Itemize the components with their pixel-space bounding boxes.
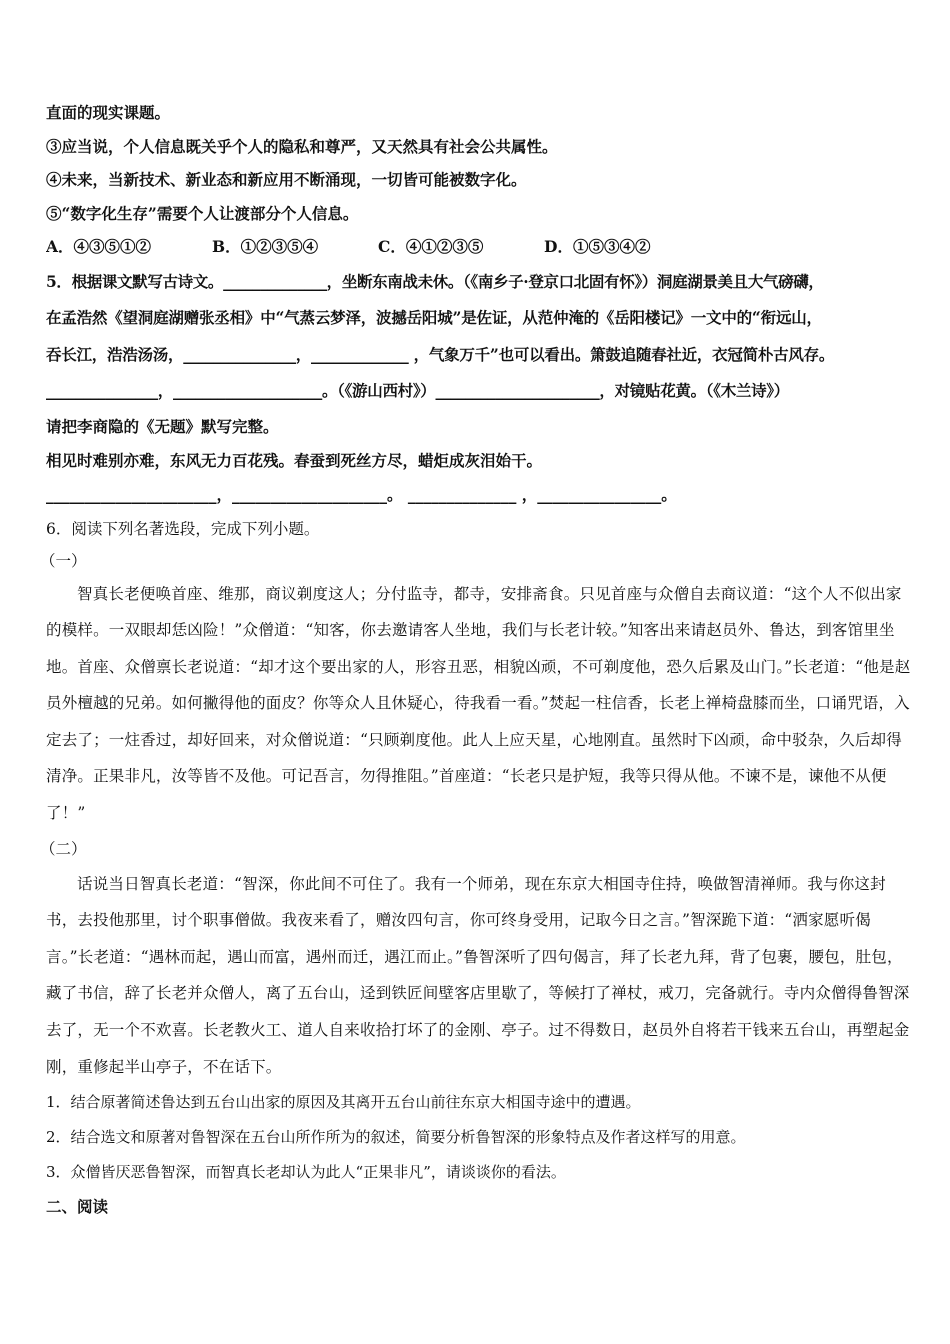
q5-line: 5．根据课文默写古诗文。______________，坐断东南战未休。（《南乡子·登京口北固有怀》）洞庭湖景美且大气磅礴， — [46, 271, 824, 291]
intro-line: ④未来，当新技术、新业态和新应用不断涌现，一切皆可能被数字化。 — [46, 170, 527, 189]
intro-line: ③应当说，个人信息既关乎个人的隐私和尊严，又天然具有社会公共属性。 — [46, 136, 558, 156]
intro-line: ⑤“数字化生存”需要个人让渡部分个人信息。 — [46, 203, 359, 223]
intro-line: 直面的现实课题。 — [46, 103, 171, 122]
section-heading: 二、阅读 — [46, 1197, 109, 1217]
option-d: D．①⑤③④② — [544, 237, 651, 256]
option-b: B．①②③⑤④ — [212, 237, 319, 256]
q5-line: 请把李商隐的《无题》默写完整。 — [46, 416, 279, 436]
document-page — [40, 96, 916, 1224]
question-5 — [46, 264, 916, 512]
q5-line: 相见时难别亦难，东风无力百花残。春蚕到死丝方尽，蜡炬成灰泪始干。 — [46, 450, 543, 470]
q5-line: 在孟浩然《望洞庭湖赠张丞相》中“气蒸云梦泽，波撼岳阳城”是佐证，从范仲淹的《岳阳楼记》一文中的“衔远山， — [46, 308, 822, 327]
q5-line: _______________，____________________。（《游山西村》）______________________，对镜贴花黄。（《木兰诗》） — [46, 381, 789, 400]
q6-part1-text: 智真长老便唤首座、维那，商议剃度这人；分付监寺，都寺，安排斋食。只见首座与众僧自去商议道：“这个人不似出家的模样。一双眼却恁凶险！”众僧道：“知客，你去邀请客人坐地，我们与长老计较。”知客出来请赵员外、鲁达，到客馆里坐地。首座、众僧禀长老说道：“却才这个要出家的人，形容丑恶，相貌凶顽，不可剃度他，恐久后累及山门。”长老道：“他是赵员外檀越的兄弟。如何撇得他的面皮？你等众人且休疑心，待我看一看。”焚起一柱信香，长老上禅椅盘膝而坐，口诵咒语，入定去了；一炷香过，却好回来，对众僧说道：“只顾剃度他。此人上应天星，心地刚直。虽然时下凶顽，命中驳杂，久后却得清净。正果非凡，汝等皆不及他。可记吾言，勿得推阻。”首座道：“长老只是护短，我等只得从他。不谏不是，谏他不从便了！” — [46, 584, 911, 823]
q5-line: ______________________，____________________。 ______________ ，________________。 — [46, 484, 677, 504]
q6-subquestion: 2．结合选文和原著对鲁智深在五台山所作所为的叙述，简要分析鲁智深的形象特点及作者这样写的用意。 — [46, 1128, 746, 1147]
q6-title: 6．阅读下列名著选段，完成下列小题。 — [46, 519, 320, 538]
option-c: C．④①②③⑤ — [378, 237, 484, 256]
q6-subquestion: 3．众僧皆厌恶鲁智深，而智真长老却认为此人“正果非凡”，请谈谈你的看法。 — [46, 1163, 566, 1182]
answer-options — [46, 230, 916, 264]
question-6 — [40, 512, 916, 1191]
q5-line: 吞长江，浩浩汤汤，_______________，_____________ ，气象万千”也可以看出。箫鼓追随春社近，衣冠简朴古风存。 — [46, 344, 835, 364]
option-a: A．④③⑤①② — [46, 237, 152, 256]
q6-part1-label: （一） — [40, 551, 87, 570]
q6-part2-label: （二） — [40, 839, 87, 858]
q6-part2-text: 话说当日智真长老道：“智深，你此间不可住了。我有一个师弟，现在东京大相国寺住持，唤做智清禅师。我与你这封书，去投他那里，讨个职事僧做。我夜来看了，赠汝四句言，你可终身受用，记取今日之言。”智深跪下道：“洒家愿听偈言。”长老道：“遇林而起，遇山而富，遇州而迁，遇江而止。”鲁智深听了四句偈言，拜了长老九拜，背了包裹，腰包，肚包，藏了书信，辞了长老并众僧人，离了五台山，迳到铁匠间壁客店里歇了，等候打了禅杖，戒刀，完备就行。寺内众僧得鲁智深去了，无一个不欢喜。长老教火工、道人自来收拾打坏了的金刚、亭子。过不得数日，赵员外自将若干钱来五台山，再塑起金刚，重修起半山亭子，不在话下。 — [46, 874, 910, 1076]
q6-subquestion: 1．结合原著简述鲁达到五台山出家的原因及其离开五台山前往东京大相国寺途中的遭遇。 — [46, 1093, 641, 1112]
